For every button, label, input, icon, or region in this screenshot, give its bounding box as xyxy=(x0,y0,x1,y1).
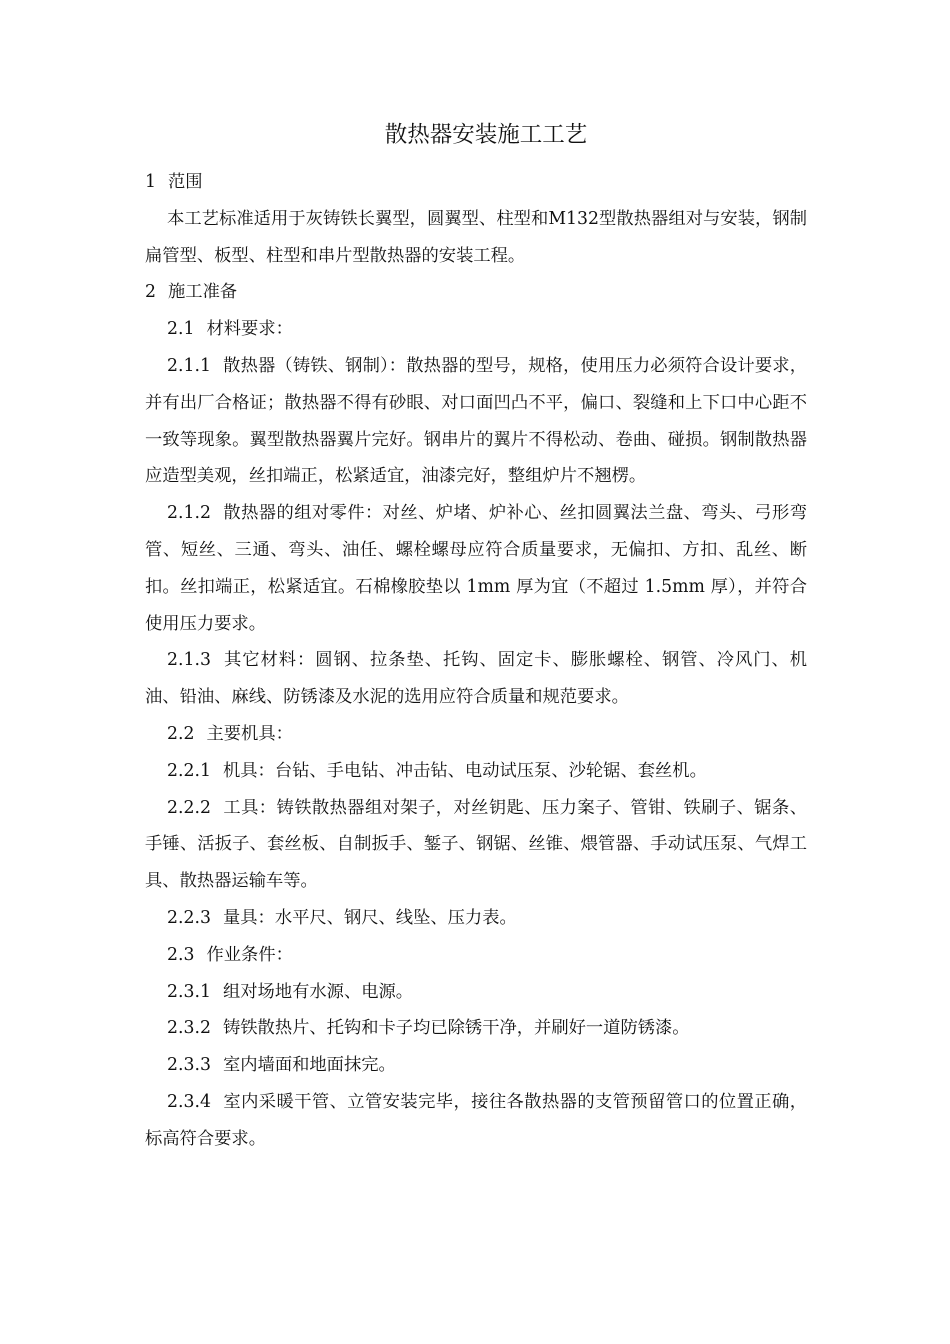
subsection-number: 2.2 xyxy=(167,723,195,744)
item-number: 2.3.3 xyxy=(167,1055,211,1076)
subsection-text: 作业条件： xyxy=(206,944,293,965)
section-heading-1 xyxy=(145,164,807,201)
paragraph-scope xyxy=(145,201,807,275)
item-2-2-2 xyxy=(145,790,807,900)
section-number: 2 xyxy=(145,282,156,303)
item-number: 2.2.3 xyxy=(167,907,211,928)
item-text: 室内采暖干管、立管安装完毕，接往各散热器的支管预留管口的位置正确，标高符合要求。 xyxy=(145,1091,807,1149)
item-2-1-2 xyxy=(145,495,807,642)
item-2-3-3 xyxy=(145,1047,807,1084)
item-number: 2.3.2 xyxy=(167,1018,211,1039)
item-2-2-1 xyxy=(145,753,807,790)
subsection-number: 2.3 xyxy=(167,944,195,965)
item-text: 铸铁散热片、托钩和卡子均已除锈干净，并刷好一道防锈漆。 xyxy=(222,1018,690,1039)
section-heading-text: 范围 xyxy=(168,172,203,192)
item-2-3-2 xyxy=(145,1010,807,1047)
item-number: 2.1.1 xyxy=(167,355,211,376)
item-number: 2.2.2 xyxy=(167,797,211,818)
item-text: 室内墙面和地面抹完。 xyxy=(222,1055,396,1076)
document-page xyxy=(145,112,807,1158)
document-body xyxy=(145,164,807,1158)
subsection-text: 材料要求： xyxy=(206,319,293,340)
item-text: 工具：铸铁散热器组对架子，对丝钥匙、压力案子、管钳、铁刷子、锯条、手锤、活扳子、套丝板、自制扳手、錾子、钢锯、丝锥、煨管器、手动试压泵、气焊工具、散热器运输车等。 xyxy=(145,797,807,892)
paragraph-text: 本工艺标准适用于灰铸铁长翼型，圆翼型、柱型和M132型散热器组对与安装，钢制扁管型、板型、柱型和串片型散热器的安装工程。 xyxy=(145,208,807,266)
subsection-2-3 xyxy=(145,937,807,974)
item-2-1-1 xyxy=(145,348,807,495)
item-text: 组对场地有水源、电源。 xyxy=(222,981,414,1002)
item-number: 2.2.1 xyxy=(167,760,211,781)
section-heading-text: 施工准备 xyxy=(168,282,238,303)
item-number: 2.1.2 xyxy=(167,503,211,524)
item-number: 2.3.4 xyxy=(167,1091,211,1112)
item-text: 散热器（铸铁、钢制）：散热器的型号，规格，使用压力必须符合设计要求，并有出厂合格证；散热器不得有砂眼、对口面凹凸不平，偏口、裂缝和上下口中心距不一致等现象。翼型散热器翼片完好。钢串片的翼片不得松动、卷曲、碰损。钢制散热器应造型美观，丝扣端正，松紧适宜，油漆完好，整组炉片不翘楞。 xyxy=(145,355,807,487)
subsection-text: 主要机具： xyxy=(206,723,293,744)
subsection-number: 2.1 xyxy=(167,319,195,340)
section-heading-2 xyxy=(145,274,807,311)
item-text: 机具：台钻、手电钻、冲击钻、电动试压泵、沙轮锯、套丝机。 xyxy=(222,760,707,781)
item-text: 其它材料：圆钢、拉条垫、托钩、固定卡、膨胀螺栓、钢管、冷风门、机油、铅油、麻线、防锈漆及水泥的选用应符合质量和规范要求。 xyxy=(145,650,807,708)
item-2-2-3 xyxy=(145,900,807,937)
item-2-3-4 xyxy=(145,1084,807,1158)
item-2-1-3 xyxy=(145,642,807,716)
item-number: 2.3.1 xyxy=(167,981,211,1002)
item-2-3-1 xyxy=(145,974,807,1011)
subsection-2-2 xyxy=(145,716,807,753)
item-text: 量具：水平尺、钢尺、线坠、压力表。 xyxy=(222,907,517,928)
item-number: 2.1.3 xyxy=(167,650,211,671)
document-title: 散热器安装施工工艺 xyxy=(384,122,588,148)
item-text: 散热器的组对零件：对丝、炉堵、炉补心、丝扣圆翼法兰盘、弯头、弓形弯管、短丝、三通、弯头、油任、螺栓螺母应符合质量要求，无偏扣、方扣、乱丝、断扣。丝扣端正，松紧适宜。石棉橡胶垫以 1mm 厚为宜（不超过 1.5mm 厚），并符合使用压力要求。 xyxy=(145,503,807,634)
section-number: 1 xyxy=(145,172,156,192)
subsection-2-1 xyxy=(145,311,807,348)
